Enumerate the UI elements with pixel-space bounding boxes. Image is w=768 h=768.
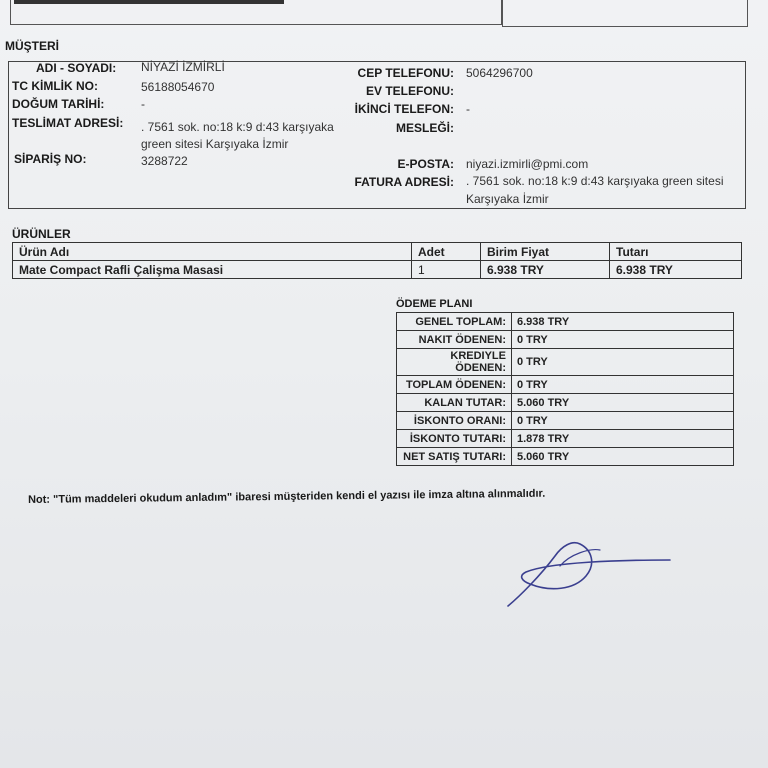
top-box-right [502,0,748,27]
mobile-value: 5064296700 [466,66,533,80]
note-text: Not: "Tüm maddeleri okudum anladım" ibaresi müşteriden kendi el yazısı ile imza altına alınmalıdır. [28,487,546,506]
table-row [13,261,742,279]
product-unit-price: 6.938 TRY [481,261,610,279]
invoice-line2: Karşıyaka İzmir [466,192,549,206]
delivery-line1: . 7561 sok. no:18 k:9 d:43 karşıyaka [141,120,334,134]
email-value: niyazi.izmirli@pmi.com [466,157,589,171]
product-name: Mate Compact Rafli Çalişma Masasi [13,261,412,279]
products-section-title: ÜRÜNLER [12,227,71,241]
payment-value: 5.060 TRY [512,394,734,412]
payment-label: İSKONTO TUTARI: [397,430,512,448]
payment-label: TOPLAM ÖDENEN: [397,376,512,394]
name-label: ADI - SOYADI: [36,61,117,75]
payment-section-title: ÖDEME PLANI [396,298,473,310]
payment-row [397,430,734,448]
payment-label: NET SATIŞ TUTARI: [397,448,512,466]
header-product-name: Ürün Adı [13,243,412,261]
header-unit-price: Birim Fiyat [481,243,610,261]
payment-label: KREDIYLE ÖDENEN: [397,349,512,376]
dob-value: - [141,97,145,111]
home-phone-label: EV TELEFONU: [365,84,454,98]
payment-value: 0 TRY [512,412,734,430]
payment-row [397,394,734,412]
payment-row [397,376,734,394]
payment-value: 0 TRY [512,349,734,376]
customer-section-title: MÜŞTERİ [5,39,59,53]
second-phone-value: - [466,102,470,116]
payment-value: 1.878 TRY [512,430,734,448]
tc-value: 56188054670 [141,80,215,94]
order-label: SİPARİŞ NO: [14,152,87,166]
mobile-label: CEP TELEFONU: [357,66,454,80]
table-header-row [13,243,742,261]
top-bar [14,0,284,4]
payment-label: NAKIT ÖDENEN: [397,331,512,349]
signature-icon [500,536,680,616]
second-phone-label: İKİNCİ TELEFON: [354,102,454,116]
header-total: Tutarı [610,243,742,261]
payment-value: 0 TRY [512,376,734,394]
payment-label: İSKONTO ORANI: [397,412,512,430]
payment-table [396,312,734,466]
products-table [12,242,742,279]
delivery-label: TESLİMAT ADRESİ: [12,116,124,130]
invoice-label: FATURA ADRESİ: [354,175,454,189]
product-total: 6.938 TRY [610,261,742,279]
payment-row [397,349,734,376]
header-quantity: Adet [412,243,481,261]
job-label: MESLEĞİ: [395,121,454,135]
payment-row [397,448,734,466]
delivery-line2: green sitesi Karşıyaka İzmir [141,137,289,151]
payment-row [397,331,734,349]
payment-label: GENEL TOPLAM: [397,313,512,331]
payment-label: KALAN TUTAR: [397,394,512,412]
payment-value: 0 TRY [512,331,734,349]
product-quantity: 1 [412,261,481,279]
tc-label: TC KİMLİK NO: [12,79,98,93]
payment-value: 6.938 TRY [512,313,734,331]
payment-value: 5.060 TRY [512,448,734,466]
payment-row [397,412,734,430]
name-value: NİYAZİ İZMİRLİ [141,60,225,74]
invoice-line1: . 7561 sok. no:18 k:9 d:43 karşıyaka green sitesi [466,174,724,188]
order-value: 3288722 [141,154,188,168]
payment-row [397,313,734,331]
dob-label: DOĞUM TARİHİ: [12,97,105,111]
email-label: E-POSTA: [397,157,454,171]
